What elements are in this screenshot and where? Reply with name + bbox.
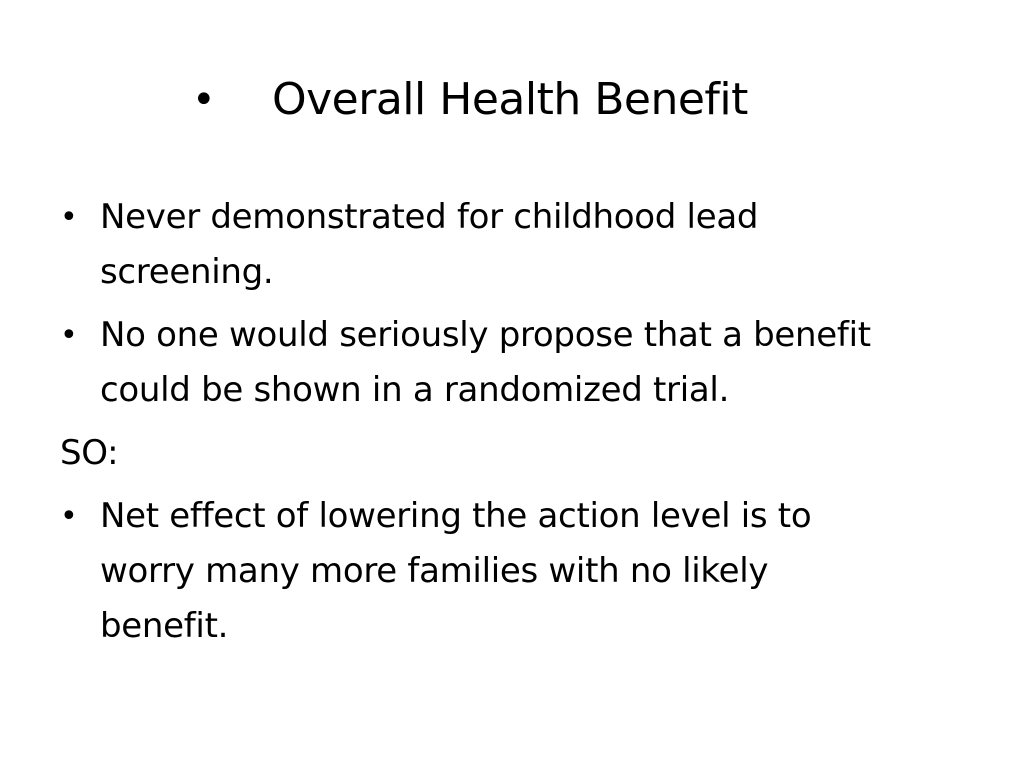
bullet-icon: • (192, 77, 216, 123)
bullet-line: benefit. (100, 606, 229, 646)
bullet-line: worry many more families with no likely (100, 551, 769, 591)
bullet-line: Net effect of lowering the action level is to (100, 496, 812, 536)
bullet-line: could be shown in a randomized trial. (100, 370, 730, 410)
slide-body (60, 190, 980, 662)
bullet-icon: • (60, 318, 78, 353)
bullet-line: screening. (100, 252, 274, 292)
plain-text-so: SO: (60, 433, 119, 473)
bullet-item (60, 190, 980, 300)
bullet-item (60, 489, 980, 654)
title-text: Overall Health Benefit (272, 74, 748, 125)
bullet-icon: • (60, 200, 78, 235)
slide-title (0, 70, 1024, 130)
bullet-line: No one would seriously propose that a benefit (100, 315, 871, 355)
bullet-line: Never demonstrated for childhood lead (100, 197, 759, 237)
bullet-icon: • (60, 499, 78, 534)
bullet-item (60, 308, 980, 418)
